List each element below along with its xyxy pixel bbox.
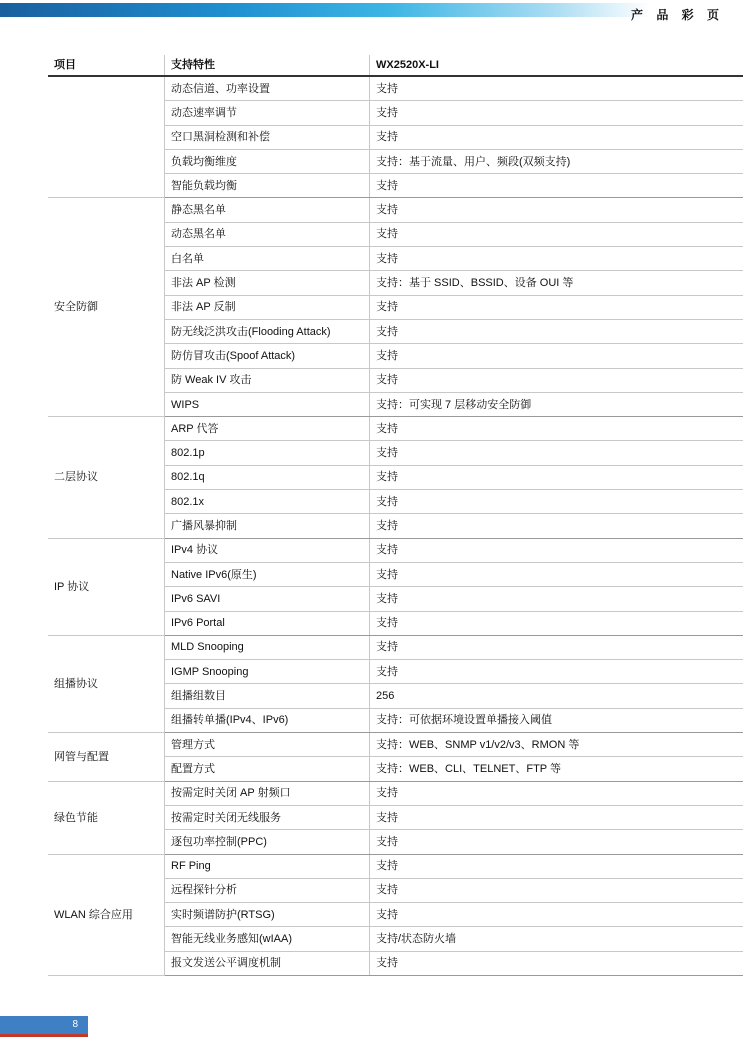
support-cell: 支持 [370, 368, 744, 392]
feature-cell: RF Ping [165, 854, 370, 878]
group-name: 绿色节能 [48, 781, 165, 854]
support-cell: 支持 [370, 344, 744, 368]
table-row [48, 538, 743, 562]
header-feature: 支持特性 [165, 55, 370, 76]
group-name: WLAN 综合应用 [48, 854, 165, 975]
support-cell: 支持 [370, 76, 744, 101]
support-cell: 支持 [370, 101, 744, 125]
group-name [48, 76, 165, 198]
feature-cell: 非法 AP 检测 [165, 271, 370, 295]
feature-cell: 配置方式 [165, 757, 370, 781]
feature-cell: 组播转单播(IPv4、IPv6) [165, 708, 370, 732]
feature-cell: 远程探针分析 [165, 878, 370, 902]
support-cell: 支持 [370, 854, 744, 878]
support-cell: 支持/状态防火墙 [370, 927, 744, 951]
feature-cell: 静态黑名单 [165, 198, 370, 222]
feature-cell: 智能负载均衡 [165, 174, 370, 198]
feature-cell: 智能无线业务感知(wIAA) [165, 927, 370, 951]
support-cell: 支持 [370, 441, 744, 465]
table-row [48, 76, 743, 101]
support-cell: 支持 [370, 222, 744, 246]
support-cell: 支持 [370, 781, 744, 805]
feature-cell: 组播组数目 [165, 684, 370, 708]
feature-cell: 按需定时关闭 AP 射频口 [165, 781, 370, 805]
header-model: WX2520X-LI [370, 55, 744, 76]
spec-table-body [48, 76, 743, 975]
feature-cell: IPv6 SAVI [165, 587, 370, 611]
support-cell: 支持 [370, 805, 744, 829]
feature-cell: 广播风暴抑制 [165, 514, 370, 538]
spec-table [48, 55, 743, 976]
table-row [48, 198, 743, 222]
feature-cell: 非法 AP 反制 [165, 295, 370, 319]
table-row [48, 854, 743, 878]
feature-cell: IGMP Snooping [165, 660, 370, 684]
support-cell: 支持 [370, 514, 744, 538]
feature-cell: 管理方式 [165, 733, 370, 757]
header-item: 项目 [48, 55, 165, 76]
table-row [48, 733, 743, 757]
support-cell: 支持 [370, 903, 744, 927]
page-number: 8 [72, 1019, 78, 1030]
table-header-row [48, 55, 743, 76]
feature-cell: 动态黑名单 [165, 222, 370, 246]
support-cell: 支持 [370, 660, 744, 684]
feature-cell: 按需定时关闭无线服务 [165, 805, 370, 829]
group-name: 网管与配置 [48, 733, 165, 782]
support-cell: 支持 [370, 465, 744, 489]
support-cell: 支持：基于 SSID、BSSID、设备 OUI 等 [370, 271, 744, 295]
feature-cell: IPv6 Portal [165, 611, 370, 635]
support-cell: 支持：WEB、CLI、TELNET、FTP 等 [370, 757, 744, 781]
group-name: IP 协议 [48, 538, 165, 635]
support-cell: 支持 [370, 830, 744, 854]
feature-cell: 防 Weak IV 攻击 [165, 368, 370, 392]
support-cell: 支持 [370, 125, 744, 149]
support-cell: 支持 [370, 417, 744, 441]
support-cell: 支持 [370, 878, 744, 902]
support-cell: 支持 [370, 562, 744, 586]
group-name: 组播协议 [48, 635, 165, 732]
feature-cell: IPv4 协议 [165, 538, 370, 562]
support-cell: 支持 [370, 174, 744, 198]
feature-cell: 802.1x [165, 490, 370, 514]
group-name: 二层协议 [48, 417, 165, 538]
feature-cell: 白名单 [165, 247, 370, 271]
feature-cell: 802.1p [165, 441, 370, 465]
feature-cell: 动态速率调节 [165, 101, 370, 125]
support-cell: 支持 [370, 587, 744, 611]
feature-cell: 实时频谱防护(RTSG) [165, 903, 370, 927]
feature-cell: 报文发送公平调度机制 [165, 951, 370, 975]
feature-cell: 逐包功率控制(PPC) [165, 830, 370, 854]
support-cell: 支持：可依据环境设置单播接入阈值 [370, 708, 744, 732]
feature-cell: 负载均衡维度 [165, 149, 370, 173]
support-cell: 支持 [370, 247, 744, 271]
table-row [48, 781, 743, 805]
footer-bar [0, 1016, 88, 1037]
support-cell: 支持 [370, 538, 744, 562]
support-cell: 支持：基于流量、用户、频段(双频支持) [370, 149, 744, 173]
feature-cell: Native IPv6(原生) [165, 562, 370, 586]
feature-cell: ARP 代答 [165, 417, 370, 441]
table-row [48, 417, 743, 441]
support-cell: 支持：可实现 7 层移动安全防御 [370, 392, 744, 416]
support-cell: 支持 [370, 611, 744, 635]
feature-cell: 防仿冒攻击(Spoof Attack) [165, 344, 370, 368]
support-cell: 支持 [370, 635, 744, 659]
feature-cell: 防无线泛洪攻击(Flooding Attack) [165, 319, 370, 343]
feature-cell: WIPS [165, 392, 370, 416]
group-name: 安全防御 [48, 198, 165, 417]
support-cell: 支持 [370, 490, 744, 514]
support-cell: 支持 [370, 295, 744, 319]
feature-cell: 802.1q [165, 465, 370, 489]
header-label: 产 品 彩 页 [630, 8, 724, 22]
support-cell: 支持 [370, 951, 744, 975]
support-cell: 256 [370, 684, 744, 708]
table-row [48, 635, 743, 659]
support-cell: 支持 [370, 319, 744, 343]
feature-cell: 空口黑洞检测和补偿 [165, 125, 370, 149]
support-cell: 支持 [370, 198, 744, 222]
feature-cell: 动态信道、功率设置 [165, 76, 370, 101]
support-cell: 支持：WEB、SNMP v1/v2/v3、RMON 等 [370, 733, 744, 757]
feature-cell: MLD Snooping [165, 635, 370, 659]
header-gradient-bar [0, 3, 650, 17]
